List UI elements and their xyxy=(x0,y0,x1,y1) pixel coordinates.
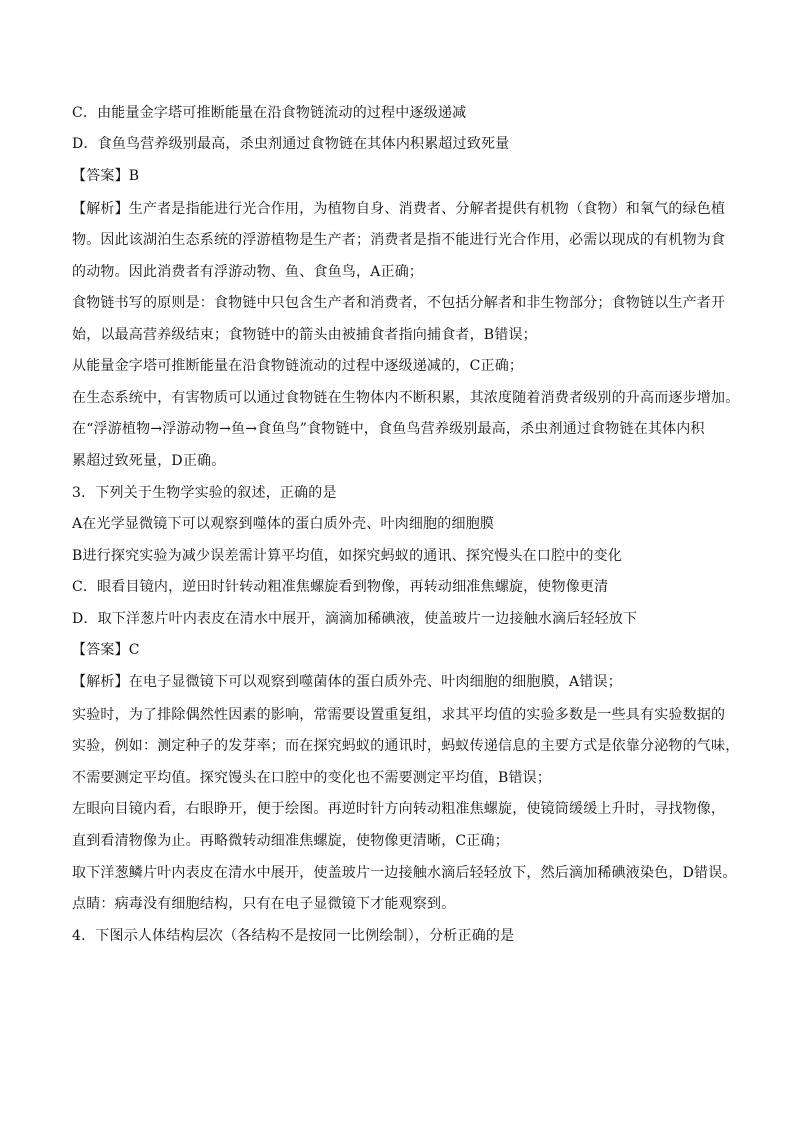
option-c-line: C．眼看目镜内，逆田时针转动粗准焦螺旋看到物像，再转动细准焦螺旋，使物像更清 xyxy=(72,579,609,595)
analysis-line: 直到看清物像为止。再略微转动细准焦螺旋，使物像更清晰，C正确； xyxy=(72,833,509,849)
option-d-line: D．取下洋葱片叶内表皮在清水中展开，滴滴加稀碘液，使盖玻片一边接触水滴后轻轻放下 xyxy=(72,611,638,627)
option-b-line: B进行探究实验为减少误差需计算平均值，如探究蚂蚁的通讯、探究慢头在口腔中的变化 xyxy=(72,548,623,564)
analysis-line: 物。因此该湖泊生态系统的浮游植物是生产者；消费者是指不能进行光合作用，必需以现成的有机物为食 xyxy=(72,232,726,248)
answer-line: 【答案】C xyxy=(72,642,140,658)
analysis-line: 【解析】生产者是指能进行光合作用，为植物自身、消费者、分解者提供有机物（食物）和氧气的绿色植 xyxy=(72,201,726,217)
analysis-line: 从能量金字塔可推断能量在沿食物链流动的过程中逐级递减的，C正确； xyxy=(72,358,524,374)
analysis-line: 实验，例如：测定种子的发芽率；而在探究蚂蚁的通讯时，蚂蚁传递信息的主要方式是依靠分泌物的气味， xyxy=(72,738,740,754)
key-point-line: 点睛：病毒没有细胞结构，只有在电子显微镜下才能观察到。 xyxy=(72,896,456,912)
option-a-line: A在光学显微镜下可以观察到噬体的蛋白质外壳、叶肉细胞的细胞膜 xyxy=(72,516,495,532)
analysis-line: 取下洋葱鳞片叶内表皮在清水中展开，使盖玻片一边接触水滴后轻轻放下，然后滴加稀碘液染色，D错误。 xyxy=(72,865,737,881)
analysis-line: 食物链书写的原则是：食物链中只包含生产者和消费者，不包括分解者和非生物部分；食物链以生产者开 xyxy=(72,295,726,311)
analysis-line: 不需要测定平均值。探究馒头在口腔中的变化也不需要测定平均值，B错误； xyxy=(72,770,552,786)
answer-line: 【答案】B xyxy=(72,168,140,184)
question-3-stem: 3．下列关于生物学实验的叙述，正确的是 xyxy=(72,485,337,501)
analysis-line: 在“浮游植物→浮游动物→鱼→食鱼鸟”食物链中，食鱼鸟营养级别最高，杀虫剂通过食物链在其体内积 xyxy=(72,421,705,437)
analysis-line: 在生态系统中，有害物质可以通过食物链在生物体内不断积累，其浓度随着消费者级别的升高而逐步增加。 xyxy=(72,390,740,406)
analysis-line: 的动物。因此消费者有浮游动物、鱼、食鱼鸟，A正确； xyxy=(72,264,424,280)
analysis-line: 实验时，为了排除偶然性因素的影响，常需要设置重复组，求其平均值的实验多数是一些具有实验数据的 xyxy=(72,707,726,723)
analysis-line: 始，以最高营养级结束；食物链中的箭头由被捕食者指向捕食者，B错误； xyxy=(72,327,537,343)
analysis-line: 累超过致死量，D正确。 xyxy=(72,453,226,469)
analysis-line: 【解析】在电子显微镜下可以观察到噬菌体的蛋白质外壳、叶肉细胞的细胞膜，A错误； xyxy=(72,674,622,690)
option-d-line: D．食鱼鸟营养级别最高，杀虫剂通过食物链在其体内积累超过致死量 xyxy=(72,136,510,152)
analysis-line: 左眼向目镜内看，右眼睁开，便于绘图。再逆时针方向转动粗准焦螺旋，使镜筒缓缓上升时，寻找物像， xyxy=(72,801,726,817)
option-c-line: C．由能量金字塔可推断能量在沿食物链流动的过程中逐级递减 xyxy=(72,105,467,121)
question-4-stem: 4．下图示人体结构层次（各结构不是按同一比例绘制），分析正确的是 xyxy=(72,928,515,944)
